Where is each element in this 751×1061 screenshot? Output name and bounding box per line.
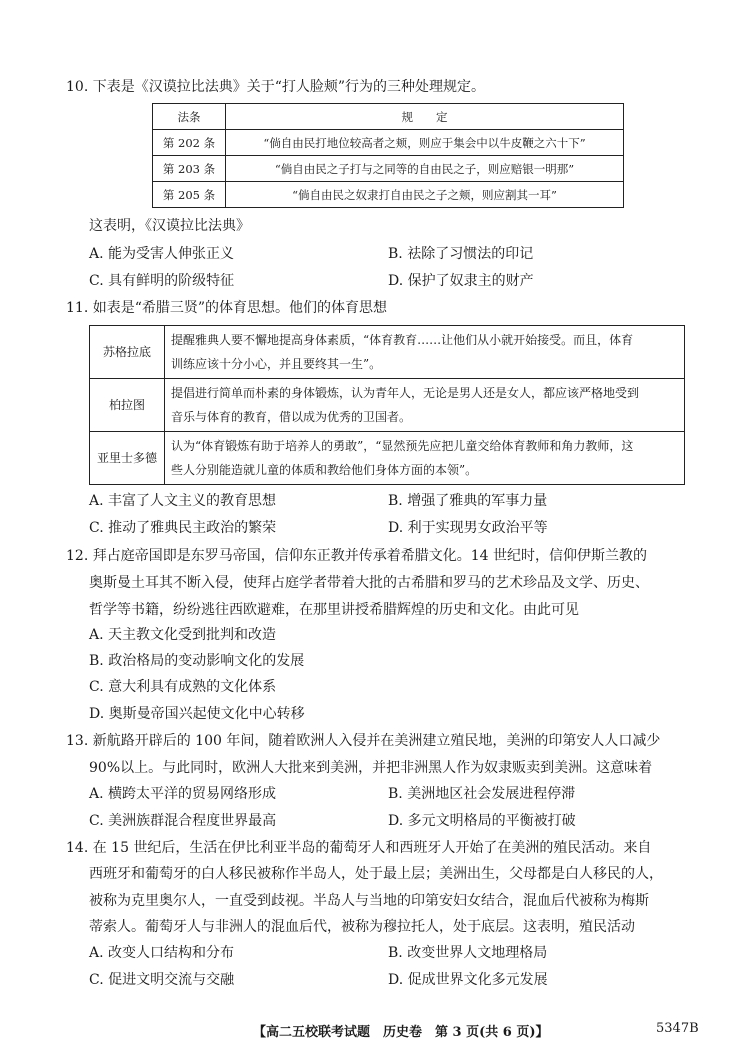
q14-stem-line: 14. 在 15 世纪后，生活在伊比利亚半岛的葡萄牙人和西班牙人开始了在美洲的殖民活动。来自 [66,840,652,856]
table-header: 规 定 [226,104,624,130]
table-row [153,130,624,156]
q10-option-d[interactable]: D. 保护了奴隶主的财产 [388,273,534,289]
rule-cell: “倘自由民之子打与之同等的自由民之子，则应赔银一明那” [226,156,624,182]
thinker-name: 柏拉图 [90,379,165,432]
footer-title: 【高二五校联考试题 历史卷 第 3 页(共 6 页)】 [253,1025,549,1040]
q13-stem-line: 90%以上。与此同时，欧洲人大批来到美洲，并把非洲黑人作为奴隶贩卖到美洲。这意味着 [89,760,653,776]
view-line: 提醒雅典人要不懈地提高身体素质，“体育教育……让他们从小就开始接受。而且，体育 [171,333,634,347]
view-line: 认为“体育锻炼有助于培养人的勇敢”，“显然预先应把儿童交给体育教师和角力教师，这 [171,439,634,453]
q12-stem-line: 12. 拜占庭帝国即是东罗马帝国，信仰东正教并传承着希腊文化。14 世纪时，信仰伊斯兰教的 [66,548,647,564]
q14-option-b[interactable]: B. 改变世界人文地理格局 [388,945,548,961]
q11-thinkers-table [89,325,685,485]
article-cell: 第 202 条 [153,130,226,156]
q12-stem-line: 哲学等书籍，纷纷逃往西欧避难，在那里讲授希腊辉煌的历史和文化。由此可见 [89,602,579,618]
q14-stem-line: 被称为克里奥尔人，一直受到歧视。半岛人与当地的印第安妇女结合，混血后代被称为梅斯 [89,893,649,909]
article-cell: 第 205 条 [153,182,226,208]
table-row [90,379,685,432]
q14-stem-line: 西班牙和葡萄牙的白人移民被称作半岛人，处于最上层；美洲出生，父母都是白人移民的人， [89,866,663,882]
table-row [90,432,685,485]
q11-option-c[interactable]: C. 推动了雅典民主政治的繁荣 [89,520,277,536]
table-header: 法条 [153,104,226,130]
q10-option-a[interactable]: A. 能为受害人伸张正义 [89,246,235,262]
q10-option-c[interactable]: C. 具有鲜明的阶级特征 [89,273,235,289]
q14-option-c[interactable]: C. 促进文明交流与交融 [89,972,235,988]
q11-option-b[interactable]: B. 增强了雅典的军事力量 [388,493,548,509]
q14-stem-line: 蒂索人。葡萄牙人与非洲人的混血后代，被称为穆拉托人，处于底层。这表明，殖民活动 [89,919,635,935]
paper-code: 5347B [656,1021,699,1036]
q10-stem: 10. 下表是《汉谟拉比法典》关于“打人脸颊”行为的三种处理规定。 [66,79,486,95]
q12-option-a[interactable]: A. 天主教文化受到批判和改造 [89,627,277,643]
q13-option-a[interactable]: A. 横跨太平洋的贸易网络形成 [89,786,277,802]
article-cell: 第 203 条 [153,156,226,182]
q13-option-d[interactable]: D. 多元文明格局的平衡被打破 [388,813,576,829]
thinker-view [165,432,685,485]
q14-option-a[interactable]: A. 改变人口结构和分布 [89,945,235,961]
table-row [153,156,624,182]
table-header-row [153,104,624,130]
q12-option-d[interactable]: D. 奥斯曼帝国兴起使文化中心转移 [89,706,305,722]
view-line: 提倡进行简单而朴素的身体锻炼，认为青年人，无论是男人还是女人，都应该严格地受到 [171,386,640,400]
thinker-name: 亚里士多德 [90,432,165,485]
q13-option-c[interactable]: C. 美洲族群混合程度世界最高 [89,813,277,829]
rule-cell: “倘自由民之奴隶打自由民之子之颊，则应割其一耳” [226,182,624,208]
q12-option-b[interactable]: B. 政治格局的变动影响文化的发展 [89,653,305,669]
q10-conclusion: 这表明，《汉谟拉比法典》 [89,218,250,234]
view-line: 音乐与体育的教育，借以成为优秀的卫国者。 [171,410,412,424]
q11-option-a[interactable]: A. 丰富了人文主义的教育思想 [89,493,277,509]
q10-law-table [152,103,624,208]
q12-stem-line: 奥斯曼土耳其不断入侵，使拜占庭学者带着大批的古希腊和罗马的艺术珍品及文学、历史、 [89,575,649,591]
thinker-view [165,379,685,432]
view-line: 训练应该十分小心，并且要终其一生”。 [171,357,382,371]
q10-option-b[interactable]: B. 祛除了习惯法的印记 [388,246,534,262]
table-row [153,182,624,208]
rule-cell: “倘自由民打地位较高者之颊，则应于集会中以牛皮鞭之六十下” [226,130,624,156]
thinker-name: 苏格拉底 [90,326,165,379]
view-line: 些人分别能造就儿童的体质和教给他们身体方面的本领”。 [171,463,478,477]
q11-option-d[interactable]: D. 利于实现男女政治平等 [388,520,548,536]
q14-option-d[interactable]: D. 促成世界文化多元发展 [388,972,548,988]
q11-stem: 11. 如表是“希腊三贤”的体育思想。他们的体育思想 [66,300,388,316]
q13-stem-line: 13. 新航路开辟后的 100 年间，随着欧洲人入侵并在美洲建立殖民地，美洲的印第安人人口减少 [66,733,661,749]
thinker-view [165,326,685,379]
q13-option-b[interactable]: B. 美洲地区社会发展进程停滞 [388,786,576,802]
table-row [90,326,685,379]
q12-option-c[interactable]: C. 意大利具有成熟的文化体系 [89,679,277,695]
